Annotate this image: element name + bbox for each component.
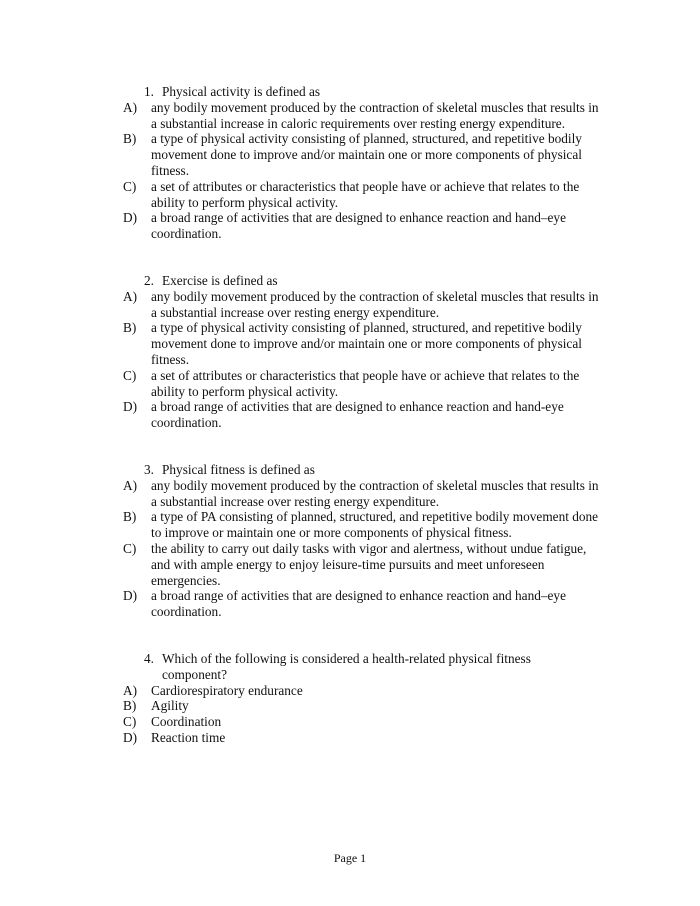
answer-choice-d — [0, 588, 603, 620]
choice-text: any bodily movement produced by the contraction of skeletal muscles that results in a substantial increase over resting energy expenditure. — [151, 288, 599, 320]
choice-letter: B) — [123, 509, 137, 525]
choice-letter: C) — [123, 367, 137, 383]
question-number: 3. — [144, 462, 154, 477]
choice-text: Coordination — [151, 714, 222, 730]
question-4 — [0, 651, 700, 746]
answer-choice-b — [0, 698, 603, 714]
choice-text: Reaction time — [151, 729, 226, 745]
answer-choice-b — [0, 320, 603, 367]
answer-choice-a — [0, 100, 603, 132]
choice-text: a set of attributes or characteristics that people have or achieve that relates to the ability to perform physical activity. — [151, 178, 580, 210]
choice-text: a broad range of activities that are designed to enhance reaction and hand–eye coordination. — [151, 588, 566, 620]
answer-choice-a — [0, 478, 603, 510]
question-text: Physical activity is defined as — [162, 84, 321, 99]
choice-letter: D) — [123, 210, 138, 226]
question-1 — [0, 84, 700, 242]
page-footer — [0, 851, 700, 866]
choice-letter: D) — [123, 588, 138, 604]
question-stem — [0, 84, 607, 100]
question-text: Exercise is defined as — [162, 273, 278, 288]
choice-letter: D) — [123, 399, 138, 415]
page-number: Page 1 — [333, 851, 367, 865]
question-text: Which of the following is considered a health-related physical fitness component? — [162, 651, 531, 682]
answer-choice-b — [0, 131, 603, 178]
choice-letter: B) — [123, 131, 137, 147]
choice-text: a broad range of activities that are designed to enhance reaction and hand–eye coordination. — [151, 210, 566, 242]
choice-text: the ability to carry out daily tasks with vigor and alertness, without undue fatigue, and with ample energy to enjoy leisure-time pursuits and meet unforeseen emergencies. — [151, 540, 587, 588]
choice-text: any bodily movement produced by the contraction of skeletal muscles that results in a substantial increase in caloric requirements over resting energy expenditure. — [151, 99, 599, 131]
answer-choice-c — [0, 541, 603, 588]
answer-choice-d — [0, 730, 603, 746]
answer-choices — [0, 683, 700, 746]
answer-choice-b — [0, 509, 603, 541]
question-number: 2. — [144, 273, 154, 288]
question-number: 1. — [144, 84, 154, 99]
answer-choices — [0, 289, 700, 431]
question-number: 4. — [144, 651, 154, 666]
choice-letter: C) — [123, 714, 137, 730]
choice-letter: A) — [123, 99, 138, 115]
choice-letter: B) — [123, 698, 137, 714]
choice-text: a broad range of activities that are designed to enhance reaction and hand-eye coordination. — [151, 399, 564, 431]
choice-text: a type of physical activity consisting of planned, structured, and repetitive bodily movement done to improve and/or maintain one or more components of physical fitness. — [151, 320, 582, 367]
answer-choice-c — [0, 368, 603, 400]
choice-letter: A) — [123, 288, 138, 304]
answer-choice-a — [0, 289, 603, 321]
choice-letter: A) — [123, 682, 138, 698]
answer-choices — [0, 478, 700, 620]
choice-text: a type of physical activity consisting of planned, structured, and repetitive bodily movement done to improve and/or maintain one or more components of physical fitness. — [151, 131, 582, 178]
question-stem — [0, 462, 607, 478]
answer-choice-d — [0, 210, 603, 242]
answer-choice-d — [0, 399, 603, 431]
answer-choices — [0, 100, 700, 242]
question-stem — [0, 273, 607, 289]
question-text: Physical fitness is defined as — [162, 462, 315, 477]
choice-letter: A) — [123, 477, 138, 493]
question-3 — [0, 462, 700, 620]
question-stem — [0, 651, 562, 683]
choice-text: a type of PA consisting of planned, structured, and repetitive bodily movement done to improve or maintain one or more components of physical fitness. — [151, 509, 599, 541]
choice-letter: C) — [123, 178, 137, 194]
question-2 — [0, 273, 700, 431]
choice-letter: D) — [123, 729, 138, 745]
choice-text: Cardiorespiratory endurance — [151, 682, 303, 698]
choice-text: any bodily movement produced by the contraction of skeletal muscles that results in a substantial increase over resting energy expenditure. — [151, 477, 599, 509]
choice-letter: B) — [123, 320, 137, 336]
answer-choice-a — [0, 683, 603, 699]
choice-text: Agility — [151, 698, 189, 714]
answer-choice-c — [0, 714, 603, 730]
choice-text: a set of attributes or characteristics that people have or achieve that relates to the ability to perform physical activity. — [151, 367, 580, 399]
choice-letter: C) — [123, 540, 137, 556]
answer-choice-c — [0, 179, 603, 211]
